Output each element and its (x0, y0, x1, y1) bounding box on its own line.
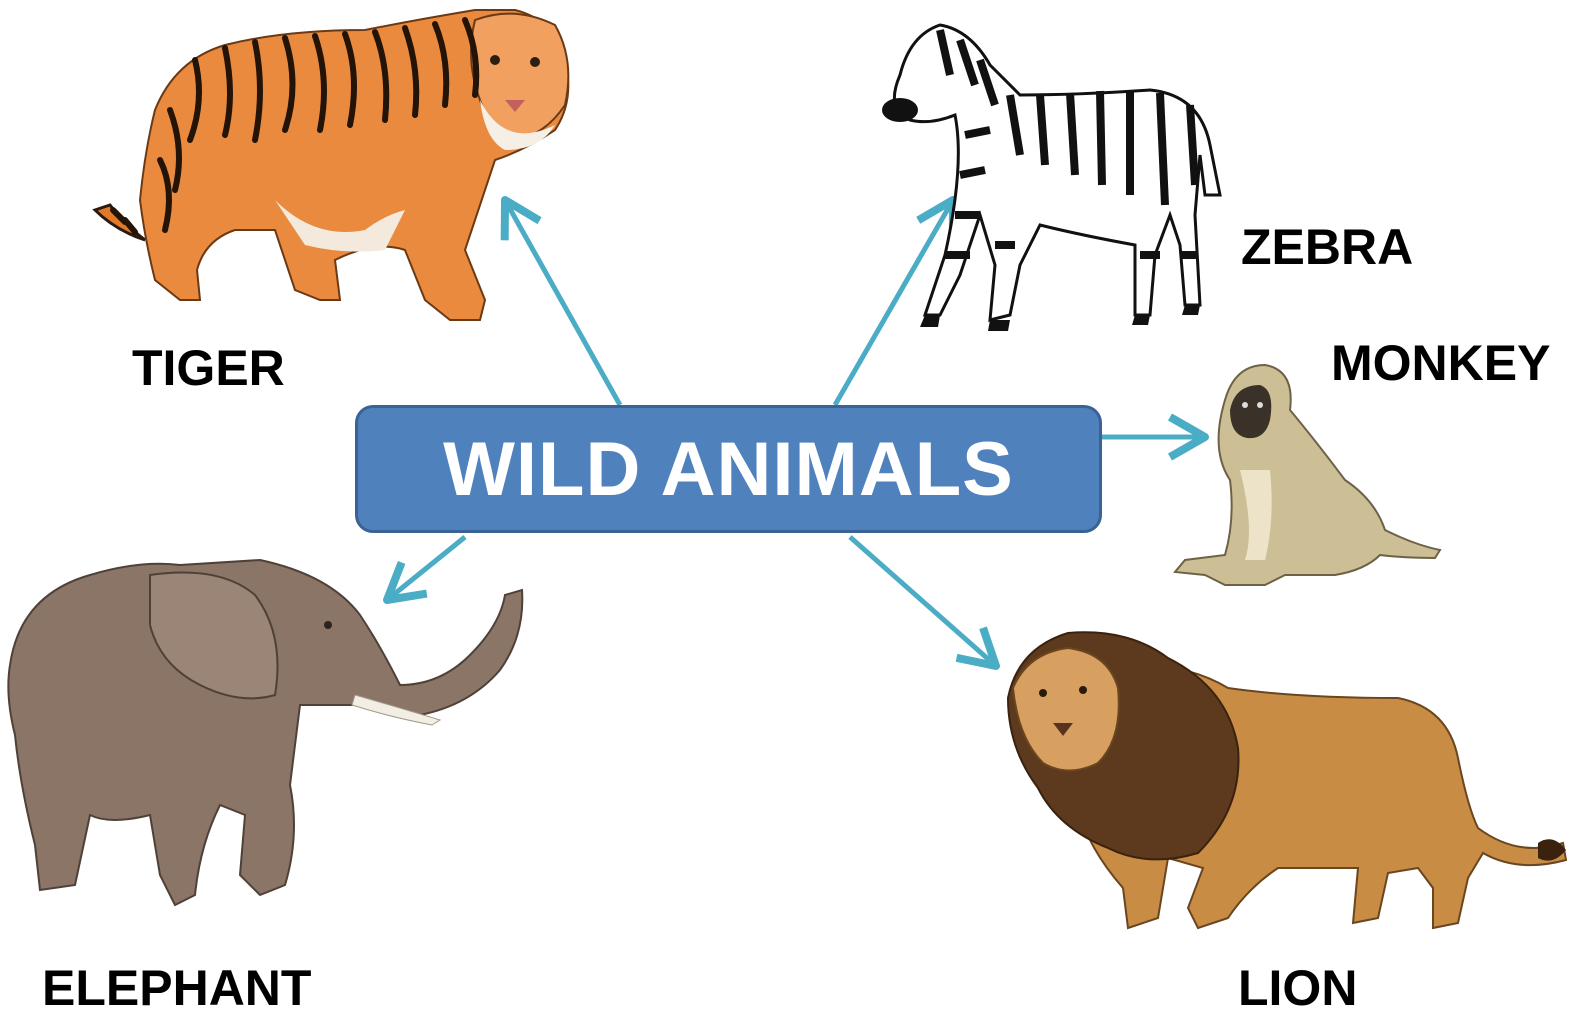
label-elephant: ELEPHANT (42, 960, 312, 1016)
label-zebra: ZEBRA (1241, 219, 1414, 275)
lion-image (998, 628, 1568, 938)
elephant-image (0, 555, 530, 920)
tiger-image (85, 0, 585, 330)
arrow-to-lion (850, 537, 996, 666)
center-title: WILD ANIMALS (443, 426, 1014, 512)
label-monkey: MONKEY (1331, 335, 1551, 391)
label-lion: LION (1238, 960, 1358, 1016)
center-node (355, 405, 1102, 533)
label-tiger: TIGER (132, 340, 285, 396)
zebra-image (880, 15, 1230, 335)
monkey-image (1165, 360, 1445, 600)
